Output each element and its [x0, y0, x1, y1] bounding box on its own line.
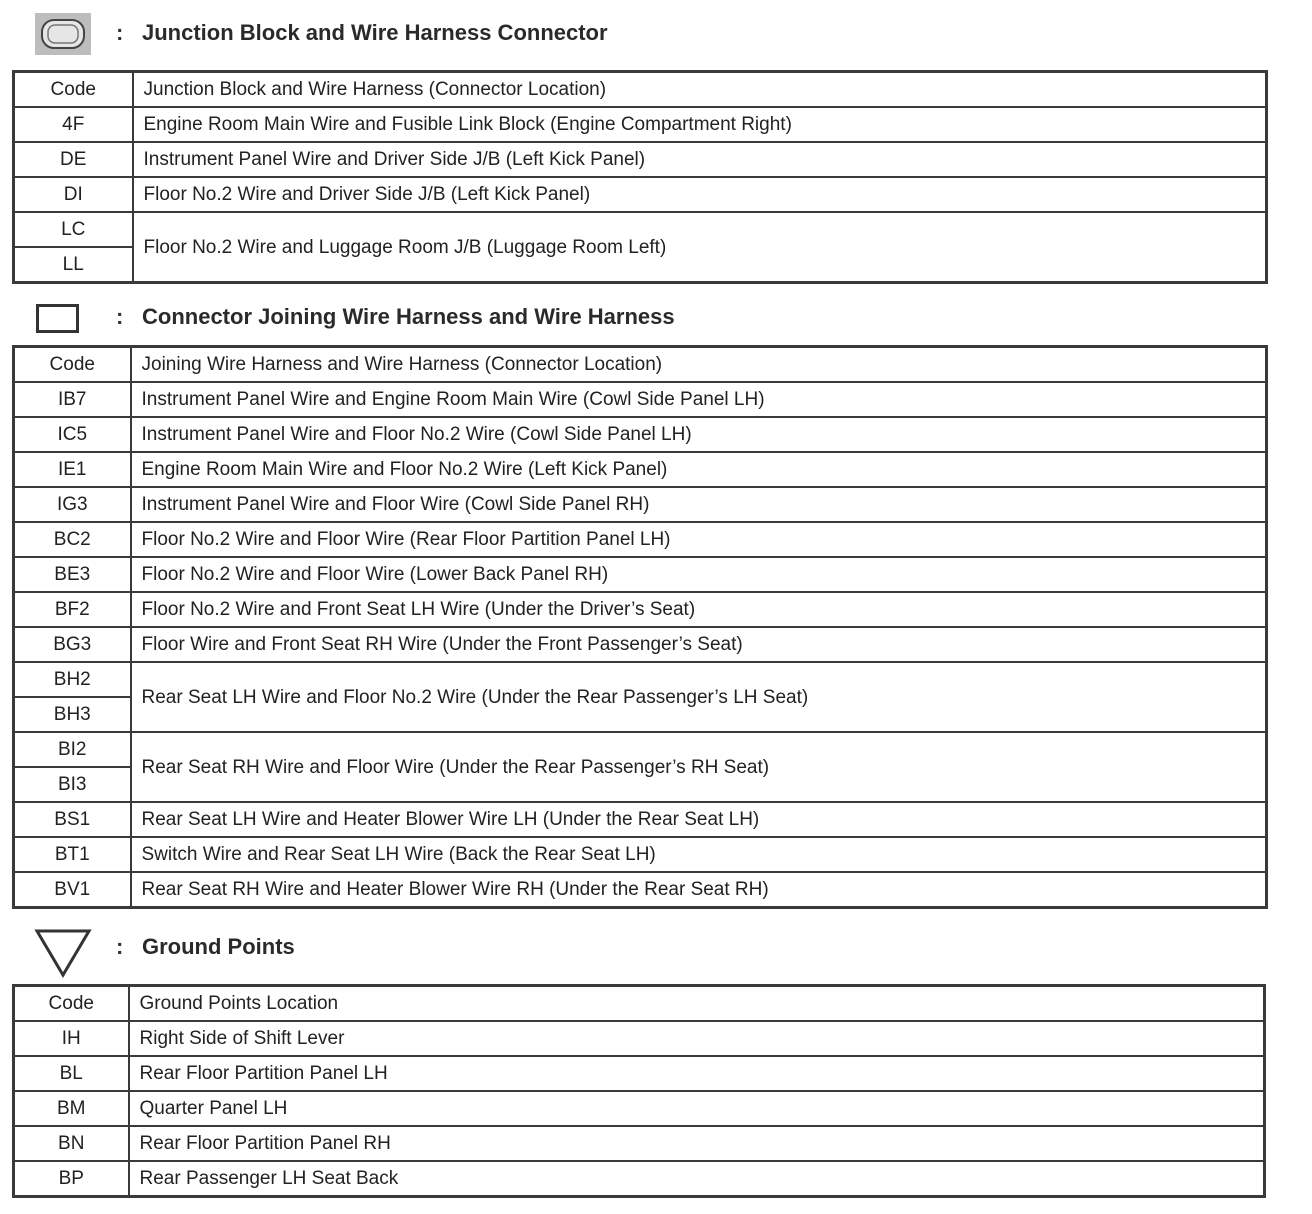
section-colon: : [116, 20, 124, 45]
table-row [14, 1056, 1265, 1091]
table-row [14, 107, 1267, 142]
code-cell: IC5 [14, 417, 131, 452]
table-row [14, 142, 1267, 177]
table-row [14, 872, 1267, 908]
location-cell: Rear Passenger LH Seat Back [129, 1161, 1265, 1197]
code-cell: BL [14, 1056, 129, 1091]
code-cell: IB7 [14, 382, 131, 417]
code-cell: IE1 [14, 452, 131, 487]
location-cell: Rear Floor Partition Panel RH [129, 1126, 1265, 1161]
code-cell: BG3 [14, 627, 131, 662]
location-cell: Floor Wire and Front Seat RH Wire (Under the Front Passenger’s Seat) [131, 627, 1267, 662]
location-cell: Quarter Panel LH [129, 1091, 1265, 1126]
table-row [14, 627, 1267, 662]
code-cell: BT1 [14, 837, 131, 872]
location-cell: Rear Floor Partition Panel LH [129, 1056, 1265, 1091]
table-row [14, 557, 1267, 592]
table-row [14, 837, 1267, 872]
code-cell: BS1 [14, 802, 131, 837]
location-header: Junction Block and Wire Harness (Connector Location) [133, 72, 1267, 108]
table-row [14, 1021, 1265, 1056]
code-cell: DI [14, 177, 133, 212]
code-cell: DE [14, 142, 133, 177]
section-title: Junction Block and Wire Harness Connector [142, 20, 608, 45]
table-row [14, 1126, 1265, 1161]
location-cell: Rear Seat LH Wire and Floor No.2 Wire (Under the Rear Passenger’s LH Seat) [131, 662, 1267, 732]
table-row [14, 802, 1267, 837]
location-cell: Instrument Panel Wire and Floor No.2 Wire (Cowl Side Panel LH) [131, 417, 1267, 452]
table-row [14, 522, 1267, 557]
code-cell: BP [14, 1161, 129, 1197]
junction-block-icon [34, 12, 92, 56]
code-cell: BI2 [14, 732, 131, 767]
connector-box-icon [36, 304, 80, 334]
junction-block-table [12, 70, 1268, 284]
section-colon: : [116, 304, 124, 329]
code-cell: BM [14, 1091, 129, 1126]
code-cell: BV1 [14, 872, 131, 908]
section-colon: : [116, 934, 124, 959]
location-cell: Rear Seat RH Wire and Heater Blower Wire RH (Under the Rear Seat RH) [131, 872, 1267, 908]
location-cell: Instrument Panel Wire and Driver Side J/B (Left Kick Panel) [133, 142, 1267, 177]
location-cell: Instrument Panel Wire and Engine Room Main Wire (Cowl Side Panel LH) [131, 382, 1267, 417]
table-row [14, 1161, 1265, 1197]
code-header: Code [14, 72, 133, 108]
table-row [14, 732, 1267, 767]
location-cell: Floor No.2 Wire and Driver Side J/B (Left Kick Panel) [133, 177, 1267, 212]
location-cell: Floor No.2 Wire and Luggage Room J/B (Luggage Room Left) [133, 212, 1267, 283]
section-ground-header [0, 926, 1312, 970]
table-header-row [14, 986, 1265, 1022]
code-header: Code [14, 986, 129, 1022]
location-cell: Floor No.2 Wire and Floor Wire (Lower Back Panel RH) [131, 557, 1267, 592]
table-row [14, 662, 1267, 697]
section-junction-block-header [0, 12, 1312, 56]
code-cell: BN [14, 1126, 129, 1161]
table-header-row [14, 72, 1267, 108]
location-header: Joining Wire Harness and Wire Harness (Connector Location) [131, 347, 1267, 383]
table-row [14, 417, 1267, 452]
table-header-row [14, 347, 1267, 383]
table-row [14, 487, 1267, 522]
table-row [14, 452, 1267, 487]
code-cell: IH [14, 1021, 129, 1056]
location-header: Ground Points Location [129, 986, 1265, 1022]
location-cell: Floor No.2 Wire and Front Seat LH Wire (Under the Driver’s Seat) [131, 592, 1267, 627]
code-cell: BF2 [14, 592, 131, 627]
location-cell: Engine Room Main Wire and Floor No.2 Wire (Left Kick Panel) [131, 452, 1267, 487]
location-cell: Floor No.2 Wire and Floor Wire (Rear Floor Partition Panel LH) [131, 522, 1267, 557]
table-row [14, 382, 1267, 417]
code-header: Code [14, 347, 131, 383]
location-cell: Rear Seat RH Wire and Floor Wire (Under the Rear Passenger’s RH Seat) [131, 732, 1267, 802]
table-row [14, 1091, 1265, 1126]
location-cell: Switch Wire and Rear Seat LH Wire (Back the Rear Seat LH) [131, 837, 1267, 872]
table-row [14, 592, 1267, 627]
code-cell: BC2 [14, 522, 131, 557]
code-cell: LL [14, 247, 133, 283]
location-cell: Rear Seat LH Wire and Heater Blower Wire LH (Under the Rear Seat LH) [131, 802, 1267, 837]
location-cell: Right Side of Shift Lever [129, 1021, 1265, 1056]
section-connector-header [0, 296, 1312, 340]
code-cell: IG3 [14, 487, 131, 522]
code-cell: BE3 [14, 557, 131, 592]
code-cell: LC [14, 212, 133, 247]
table-row [14, 177, 1267, 212]
code-cell: BH3 [14, 697, 131, 732]
location-cell: Instrument Panel Wire and Floor Wire (Cowl Side Panel RH) [131, 487, 1267, 522]
section-title: Ground Points [142, 934, 295, 959]
connector-table [12, 345, 1268, 909]
code-cell: 4F [14, 107, 133, 142]
table-row [14, 212, 1267, 247]
ground-points-table [12, 984, 1266, 1198]
code-cell: BH2 [14, 662, 131, 697]
code-cell: BI3 [14, 767, 131, 802]
ground-triangle-icon [34, 928, 92, 978]
section-title: Connector Joining Wire Harness and Wire Harness [142, 304, 675, 329]
location-cell: Engine Room Main Wire and Fusible Link Block (Engine Compartment Right) [133, 107, 1267, 142]
